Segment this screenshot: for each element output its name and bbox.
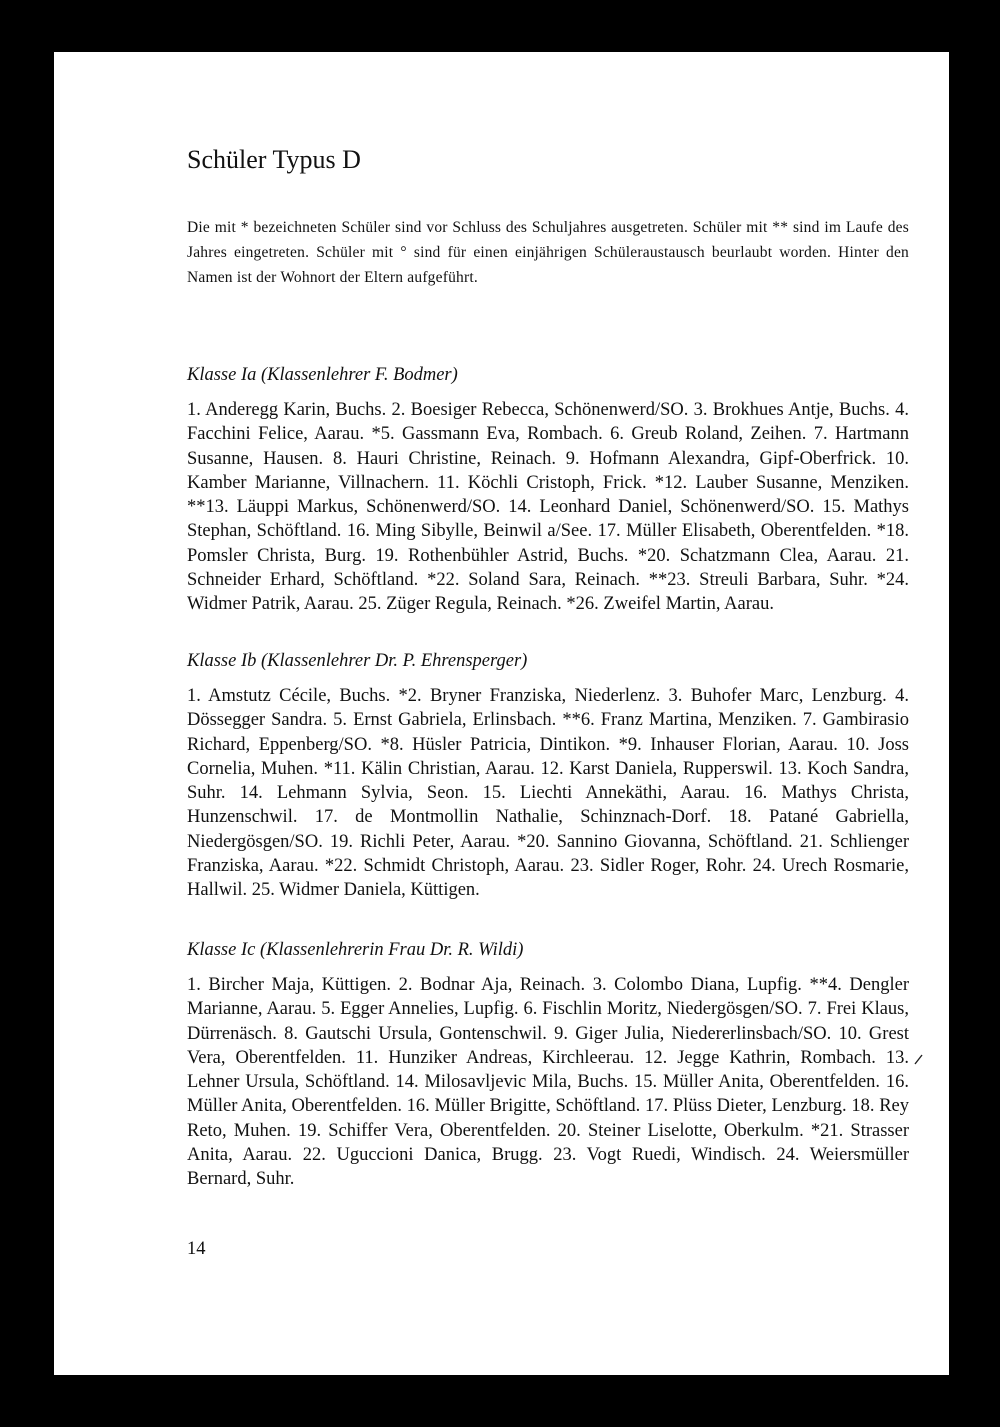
intro-paragraph: Die mit * bezeichneten Schüler sind vor Schluss des Schuljahres ausgetreten. Schüler mit ** sind im Laufe des Jahres eingetreten. Schüler mit ° sind für einen einjährigen Schüleraustausch beurlaubt worden. Hinter den Namen ist der Wohnort der Eltern aufgeführt. — [187, 219, 909, 286]
section-body-ib: 1. Amstutz Cécile, Buchs. *2. Bryner Franziska, Niederlenz. 3. Buhofer Marc, Lenzburg. 4. Dössegger Sandra. 5. Ernst Gabriela, Erlinsbach. **6. Franz Martina, Menziken. 7. Gambirasio Richard, Eppenberg/SO. *8. Hüsler Patricia, Dintikon. *9. Inhauser Florian, Aarau. 10. Joss Cornelia, Muhen. *11. Kälin Christian, Aarau. 12. Karst Daniela, Rupperswil. 13. Koch Sandra, Suhr. 14. Lehmann Sylvia, Seon. 15. Liechti Annekäthi, Aarau. 16. Mathys Christa, Hunzenschwil. 17. de Montmollin Nathalie, Schinznach-Dorf. 18. Patané Gabriella, Niedergösgen/SO. 19. Richli Peter, Aarau. *20. Sannino Giovanna, Schöftland. 21. Schlienger Franziska, Aarau. *22. Schmidt Christoph, Aarau. 23. Sidler Roger, Rohr. 24. Urech Rosmarie, Hallwil. 25. Widmer Daniela, Küttigen. — [187, 686, 909, 901]
document-page — [54, 52, 949, 1375]
section-body-ic: 1. Bircher Maja, Küttigen. 2. Bodnar Aja, Reinach. 3. Colombo Diana, Lupfig. **4. Dengler Marianne, Aarau. 5. Egger Annelies, Lupfig. 6. Fischlin Moritz, Niedergösgen/SO. 7. Frei Klaus, Dürrenäsch. 8. Gautschi Ursula, Gontenschwil. 9. Giger Julia, Niedererlinsbach/SO. 10. Grest Vera, Oberentfelden. 11. Hunziker Andreas, Kirchleerau. 12. Jegge Kathrin, Rombach. 13. Lehner Ursula, Schöftland. 14. Milosavljevic Mila, Buchs. 15. Müller Anita, Oberentfelden. 16. Müller Anita, Oberentfelden. 16. Müller Brigitte, Schöftland. 17. Plüss Dieter, Lenzburg. 18. Rey Reto, Muhen. 19. Schiffer Vera, Oberentfelden. 20. Steiner Liselotte, Oberkulm. *21. Strasser Anita, Aarau. 22. Uguccioni Danica, Brugg. 23. Vogt Ruedi, Windisch. 24. Weiersmüller Bernard, Suhr. — [187, 975, 909, 1190]
section-heading-ia: Klasse Ia (Klassenlehrer F. Bodmer) — [187, 365, 458, 385]
pencil-tick-mark — [914, 1052, 924, 1066]
page-title: Schüler Typus D — [187, 145, 361, 174]
section-heading-ic: Klasse Ic (Klassenlehrerin Frau Dr. R. Wildi) — [187, 940, 524, 960]
page-number: 14 — [187, 1239, 206, 1259]
section-heading-ib: Klasse Ib (Klassenlehrer Dr. P. Ehrensperger) — [187, 651, 528, 671]
section-body-ia: 1. Anderegg Karin, Buchs. 2. Boesiger Rebecca, Schönenwerd/SO. 3. Brokhues Antje, Buchs. 4. Facchini Felice, Aarau. *5. Gassmann Eva, Rombach. 6. Greub Roland, Zeihen. 7. Hartmann Susanne, Hausen. 8. Hauri Christine, Reinach. 9. Hofmann Alexandra, Gipf-Oberfrick. 10. Kamber Marianne, Villnachern. 11. Köchli Cristoph, Frick. *12. Lauber Susanne, Menziken. **13. Läuppi Markus, Schönenwerd/SO. 14. Leonhard Daniel, Schönenwerd/SO. 15. Mathys Stephan, Schöftland. 16. Ming Sibylle, Beinwil a/See. 17. Müller Elisabeth, Oberentfelden. *18. Pomsler Christa, Burg. 19. Rothenbühler Astrid, Buchs. *20. Schatzmann Clea, Aarau. 21. Schneider Erhard, Schöftland. *22. Soland Sara, Reinach. **23. Streuli Barbara, Suhr. *24. Widmer Patrik, Aarau. 25. Züger Regula, Reinach. *26. Zweifel Martin, Aarau. — [187, 400, 909, 615]
